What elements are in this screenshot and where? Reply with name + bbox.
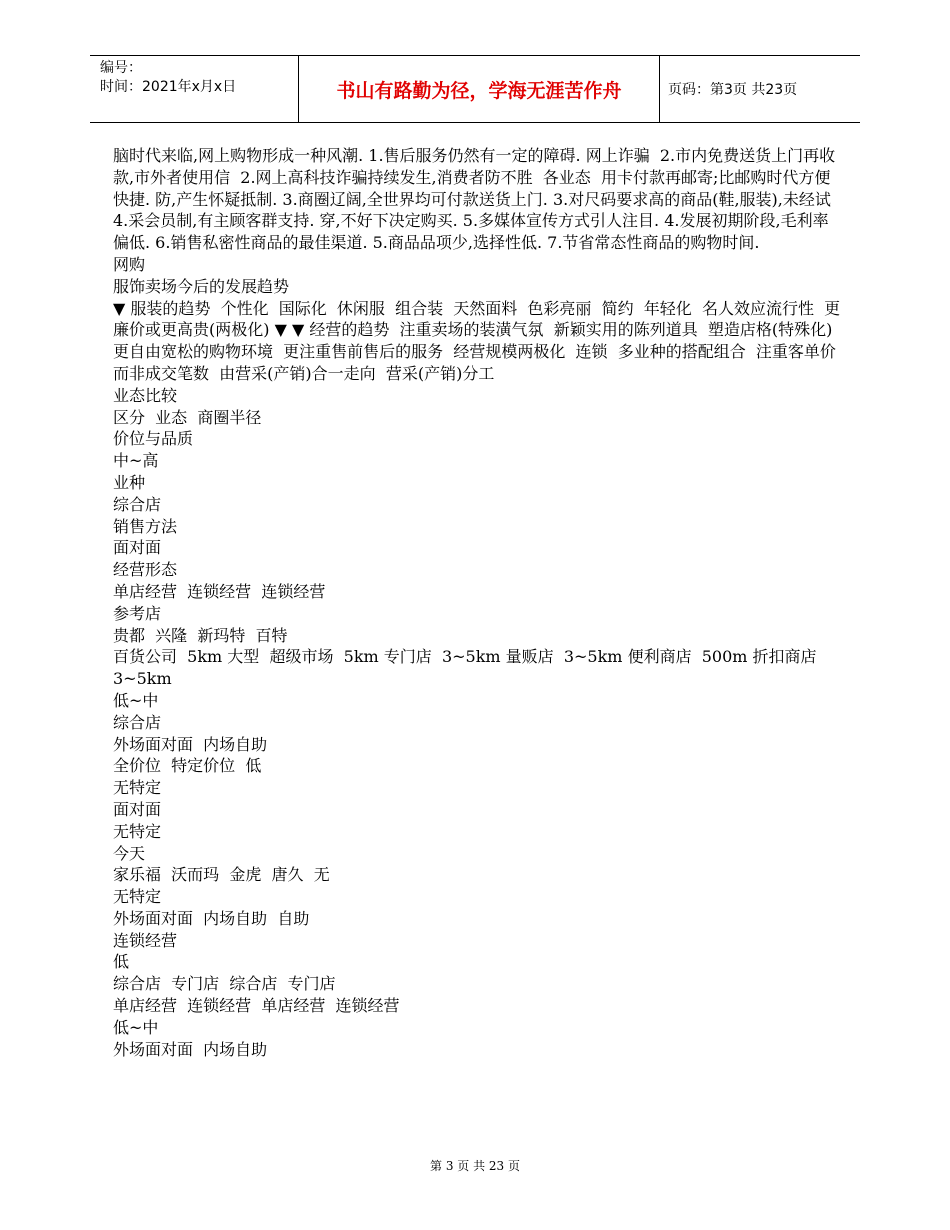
text-line: 中~高 (113, 451, 159, 471)
serial-label: 编号： (100, 60, 142, 76)
header-meta (90, 56, 298, 122)
text-line: 家乐福 沃而玛 金虎 唐久 无 (113, 865, 330, 885)
text-line: 单店经营 连锁经营 连锁经营 (113, 581, 326, 601)
text-line: 区分 业态 商圈半径 (113, 407, 262, 427)
text-line: 业种 (113, 472, 146, 492)
paragraph-trends: ▼ 服装的趋势 个性化 国际化 休闲服 组合装 天然面料 色彩亮丽 简约 年轻化 名人效应流行性 更廉价或更高贵(两极化) ▼ ▼ 经营的趋势 注重卖场的装潢气氛 新颖实用的陈列道具 塑造店格(特殊化) 更自由宽松的购物环境 更注重售前售后的服务 经营规模两极化 连锁 多业种的搭配组合 注重客单价而非成交笔数 由营采(产销)合一走向 营采(产销)分工 (113, 298, 841, 383)
text-line: 外场面对面 内场自助 (113, 734, 268, 754)
header-page-info: 页码：第3页 共23页 (668, 82, 798, 98)
text-line: 无特定 (113, 821, 162, 841)
text-line: 经营形态 (113, 560, 178, 580)
section-heading: 服饰卖场今后的发展趋势 (113, 276, 290, 296)
text-line: 外场面对面 内场自助 自助 (113, 908, 310, 928)
text-line: 今天 (113, 843, 146, 863)
text-line: 外场面对面 内场自助 (113, 1039, 268, 1059)
text-line: 网购 (113, 254, 146, 274)
text-line: 低~中 (113, 690, 159, 710)
text-line: 单店经营 连锁经营 单店经营 连锁经营 (113, 996, 400, 1016)
header-motto: 书山有路勤为径，学海无涯苦作舟 (298, 56, 660, 122)
time-label: 时间：2021年x月x日 (100, 79, 237, 95)
text-line: 综合店 专门店 综合店 专门店 (113, 974, 336, 994)
text-line: 面对面 (113, 799, 162, 819)
text-line: 销售方法 (113, 516, 178, 536)
text-line: 低 (113, 952, 130, 972)
text-line: 全价位 特定价位 低 (113, 756, 262, 776)
page-header (90, 55, 860, 123)
page-footer: 第 3 页 共 23 页 (430, 1159, 520, 1173)
text-line: 价位与品质 (113, 429, 194, 449)
text-line: 无特定 (113, 887, 162, 907)
text-line: 无特定 (113, 778, 162, 798)
text-line: 低~中 (113, 1017, 159, 1037)
paragraph-online-shopping: 脑时代来临,网上购物形成一种风潮. 1.售后服务仍然有一定的障碍. 网上诈骗 2.市内免费送货上门再收款,市外者使用信 2.网上高科技诈骗持续发生,消费者防不胜 各业态 用卡付款再邮寄;比邮购时代方便快捷. 防,产生怀疑抵制. 3.商圈辽阔,全世界均可付款送货上门. 3.对尺码要求高的商品(鞋,服装),未经试 4.采会员制,有主顾客群支持. 穿,不好下决定购买. 5.多媒体宣传方式引人注目. 4.发展初期阶段,毛利率偏低. 6.销售私密性商品的最佳渠道. 5.商品品项少,选择性低. 7.节省常态性商品的购物时间. (113, 146, 842, 253)
text-line: 面对面 (113, 538, 162, 558)
text-line: 综合店 (113, 712, 162, 732)
document-body (113, 145, 841, 1060)
text-line: 参考店 (113, 603, 162, 623)
text-line: 业态比较 (113, 385, 178, 405)
text-line: 百货公司 5km 大型 超级市场 5km 专门店 3~5km 量贩店 3~5km 便利商店 500m 折扣商店 3~5km (113, 647, 827, 689)
text-line: 连锁经营 (113, 930, 178, 950)
text-line: 综合店 (113, 494, 162, 514)
text-line: 贵都 兴隆 新玛特 百特 (113, 625, 288, 645)
